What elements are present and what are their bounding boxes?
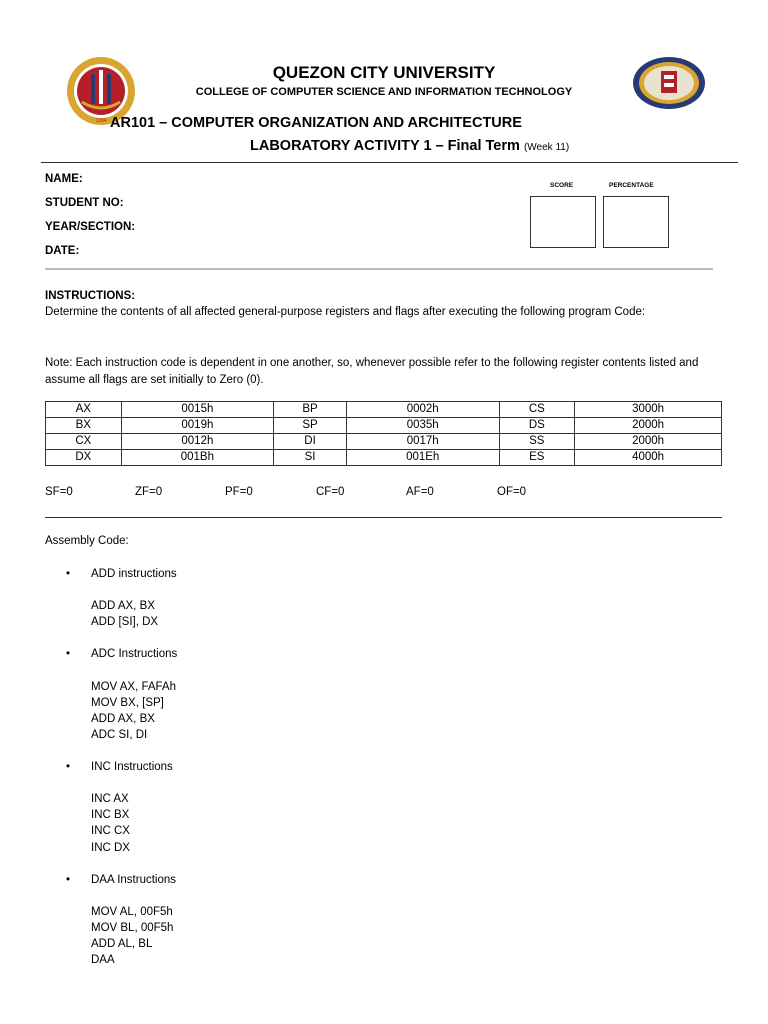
- register-name: AX: [46, 402, 122, 418]
- svg-text:1994: 1994: [95, 118, 107, 124]
- register-value: 0035h: [346, 418, 499, 434]
- assembly-heading: Assembly Code:: [45, 535, 129, 547]
- flags-divider: [45, 517, 722, 518]
- code-line: MOV BX, [SP]: [91, 697, 164, 709]
- register-value: 001Eh: [346, 450, 499, 466]
- code-line: ADD AL, BL: [91, 938, 153, 950]
- week-label: (Week 11): [523, 142, 570, 153]
- code-line: MOV AX, FAFAh: [91, 681, 177, 693]
- university-name: QUEZON CITY UNIVERSITY: [272, 63, 496, 82]
- register-name: CS: [499, 402, 575, 418]
- name-field-label: NAME:: [45, 173, 83, 185]
- register-name: SS: [499, 434, 575, 450]
- register-name: CX: [46, 434, 122, 450]
- bullet-icon: •: [66, 648, 71, 660]
- register-name: BP: [274, 402, 347, 418]
- section-title-adc: ADC Instructions: [91, 648, 178, 660]
- section-title-daa: DAA Instructions: [91, 874, 177, 886]
- register-value: 2000h: [575, 418, 722, 434]
- register-name: DI: [274, 434, 347, 450]
- instructions-text: Determine the contents of all affected general-purpose registers and flags after executing the following program Code:: [45, 306, 646, 318]
- flag-af: AF=0: [406, 486, 434, 498]
- year-section-field-label: YEAR/SECTION:: [45, 221, 136, 233]
- register-value: 2000h: [575, 434, 722, 450]
- code-line: ADC SI, DI: [91, 729, 148, 741]
- register-value: 0015h: [121, 402, 274, 418]
- flag-zf: ZF=0: [135, 486, 163, 498]
- fields-divider: [45, 268, 713, 270]
- register-name: ES: [499, 450, 575, 466]
- percentage-label: PERCENTAGE: [609, 182, 654, 189]
- register-value: 0002h: [346, 402, 499, 418]
- code-line: MOV BL, 00F5h: [91, 922, 174, 934]
- bullet-icon: •: [66, 761, 71, 773]
- code-line: ADD AX, BX: [91, 600, 155, 612]
- section-title-add: ADD instructions: [91, 568, 177, 580]
- code-line: INC DX: [91, 842, 130, 854]
- instructions-note: Note: Each instruction code is dependent in one another, so, whenever possible refer to the following register contents listed and assume all flags are set initially to Zero (0).: [45, 357, 699, 386]
- score-box: [530, 196, 596, 248]
- instructions-heading: INSTRUCTIONS:: [45, 290, 136, 302]
- student-no-field-label: STUDENT NO:: [45, 197, 124, 209]
- percentage-box: [603, 196, 669, 248]
- code-line: INC BX: [91, 809, 130, 821]
- code-line: ADD AX, BX: [91, 713, 155, 725]
- table-row: [46, 434, 722, 450]
- code-line: DAA: [91, 954, 115, 966]
- register-value: 0017h: [346, 434, 499, 450]
- code-line: INC AX: [91, 793, 129, 805]
- table-row: [46, 418, 722, 434]
- code-line: MOV AL, 00F5h: [91, 906, 173, 918]
- register-value: 0012h: [121, 434, 274, 450]
- lab-title: [250, 138, 569, 154]
- bullet-icon: •: [66, 568, 71, 580]
- lab-title-text: LABORATORY ACTIVITY 1 – Final Term: [250, 138, 520, 154]
- flag-pf: PF=0: [225, 486, 253, 498]
- bullet-icon: •: [66, 874, 71, 886]
- header-divider: [41, 162, 738, 163]
- register-value: 001Bh: [121, 450, 274, 466]
- table-row: [46, 402, 722, 418]
- register-table: [45, 401, 722, 466]
- register-name: DX: [46, 450, 122, 466]
- score-label: SCORE: [550, 182, 574, 189]
- register-name: BX: [46, 418, 122, 434]
- code-line: INC CX: [91, 825, 130, 837]
- flag-sf: SF=0: [45, 486, 73, 498]
- register-name: SI: [274, 450, 347, 466]
- flag-of: OF=0: [497, 486, 527, 498]
- course-title: AR101 – COMPUTER ORGANIZATION AND ARCHITECTURE: [110, 115, 522, 131]
- code-line: ADD [SI], DX: [91, 616, 159, 628]
- register-name: SP: [274, 418, 347, 434]
- register-name: DS: [499, 418, 575, 434]
- register-value: 4000h: [575, 450, 722, 466]
- register-value: 3000h: [575, 402, 722, 418]
- section-title-inc: INC Instructions: [91, 761, 173, 773]
- register-value: 0019h: [121, 418, 274, 434]
- college-name: COLLEGE OF COMPUTER SCIENCE AND INFORMATION TECHNOLOGY: [195, 86, 573, 98]
- flag-cf: CF=0: [316, 486, 345, 498]
- table-row: [46, 450, 722, 466]
- date-field-label: DATE:: [45, 245, 80, 257]
